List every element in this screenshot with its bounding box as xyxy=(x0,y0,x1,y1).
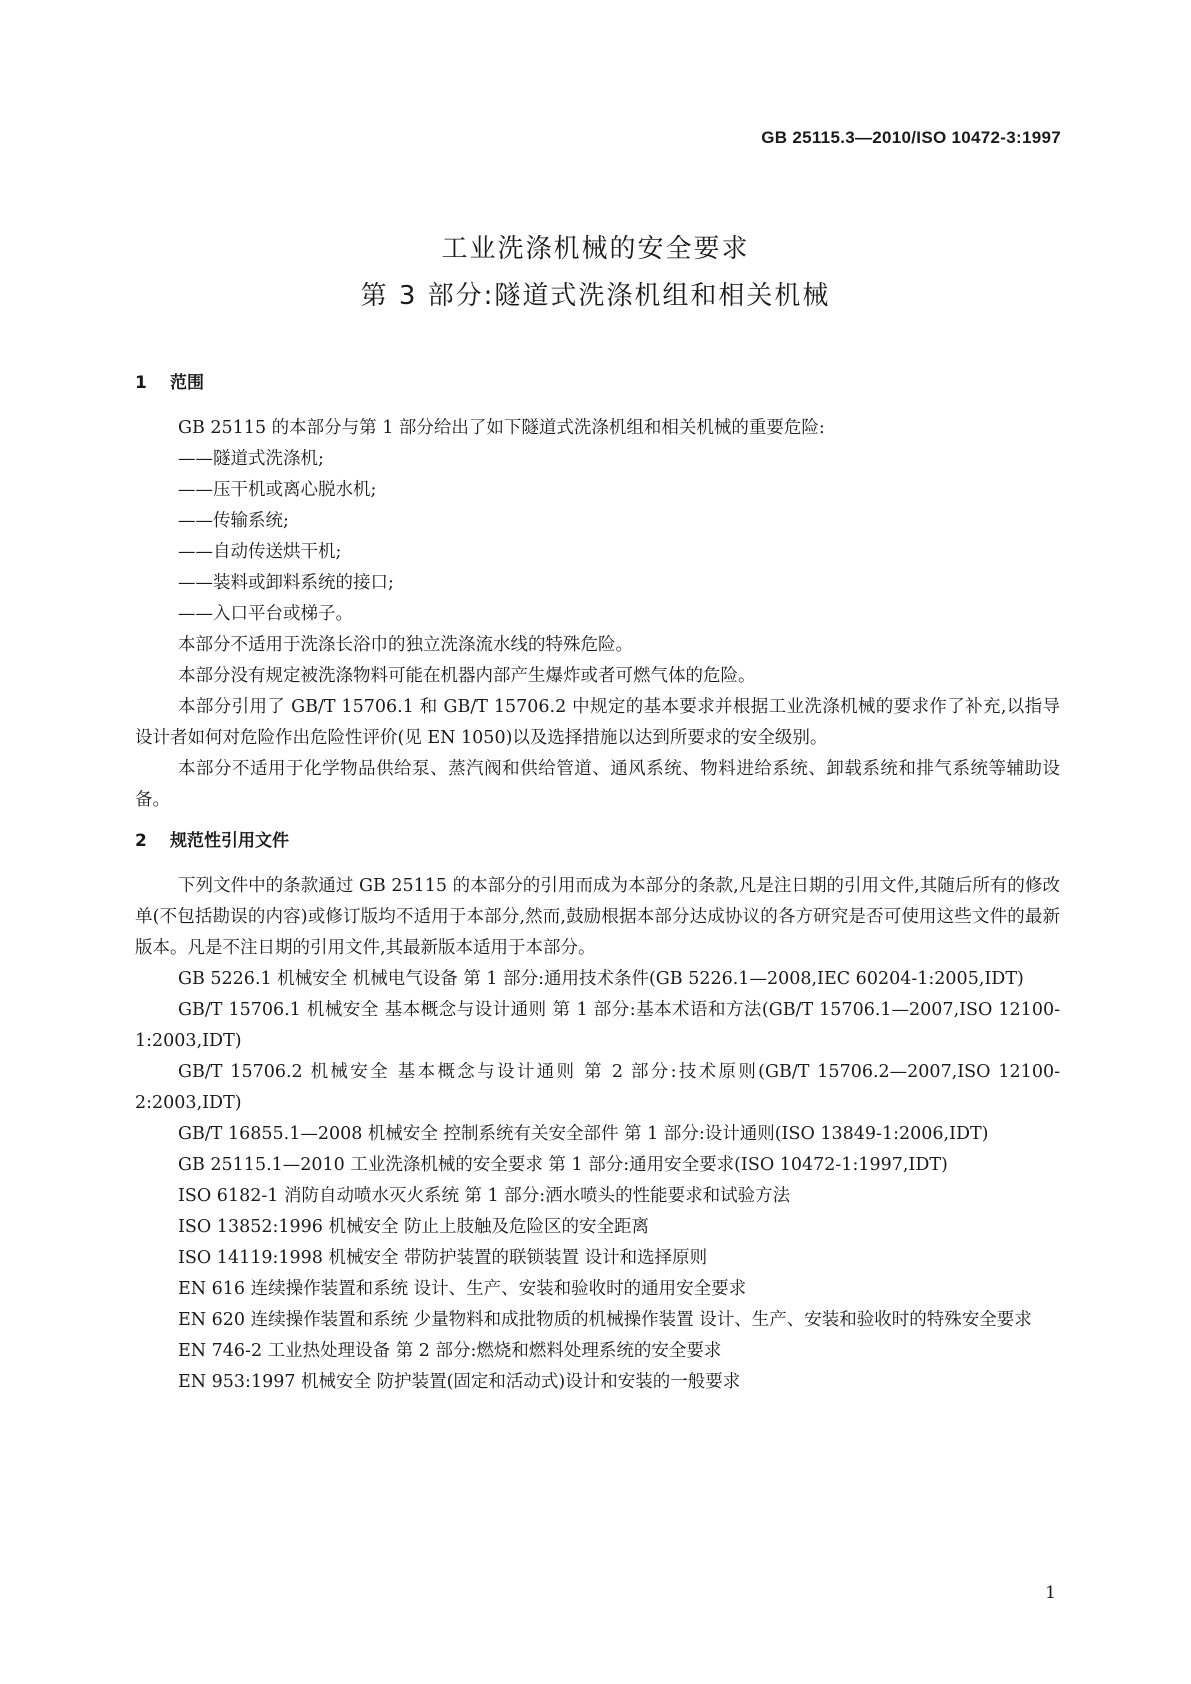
reference-item: GB 25115.1—2010 工业洗涤机械的安全要求 第 1 部分:通用安全要求(ISO 10472-1:1997,IDT) xyxy=(178,1155,948,1175)
list-item: ——传输系统; xyxy=(178,511,289,531)
list-item: ——隧道式洗涤机; xyxy=(178,449,324,469)
reference-item: ISO 14119:1998 机械安全 带防护装置的联锁装置 设计和选择原则 xyxy=(178,1248,708,1268)
list-item: ——装料或卸料系统的接口; xyxy=(178,573,394,593)
paragraph: GB 25115 的本部分与第 1 部分给出了如下隧道式洗涤机组和相关机械的重要危险: xyxy=(178,418,825,438)
paragraph: 下列文件中的条款通过 GB 25115 的本部分的引用而成为本部分的条款,凡是注日期的引用文件,其随后所有的修改单(不包括勘误的内容)或修订版均不适用于本部分,然而,鼓励根据本部分达成协议的各方研究是否可使用这些文件的最新版本。凡是不注日期的引用文件,其最新版本适用于本部分。 xyxy=(135,876,1060,958)
reference-item: GB/T 16855.1—2008 机械安全 控制系统有关安全部件 第 1 部分:设计通则(ISO 13849-1:2006,IDT) xyxy=(178,1124,989,1144)
section-title: 范围 xyxy=(170,373,204,393)
paragraph: 本部分不适用于洗涤长浴巾的独立洗涤流水线的特殊危险。 xyxy=(178,635,633,655)
reference-item: EN 953:1997 机械安全 防护装置(固定和活动式)设计和安装的一般要求 xyxy=(178,1372,741,1392)
section-title: 规范性引用文件 xyxy=(170,831,289,851)
page-number: 1 xyxy=(1045,1583,1056,1603)
section-heading xyxy=(135,826,1060,857)
paragraph: 本部分不适用于化学物品供给泵、蒸汽阀和供给管道、通风系统、物料进给系统、卸载系统和排气系统等辅助设备。 xyxy=(135,759,1060,810)
document-body xyxy=(135,368,1060,1398)
reference-item: EN 620 连续操作装置和系统 少量物料和成批物质的机械操作装置 设计、生产、安装和验收时的特殊安全要求 xyxy=(178,1310,1032,1330)
reference-item: ISO 13852:1996 机械安全 防止上肢触及危险区的安全距离 xyxy=(178,1217,650,1237)
reference-item: ISO 6182-1 消防自动喷水灭火系统 第 1 部分:洒水喷头的性能要求和试验方法 xyxy=(178,1186,791,1206)
title-line-1: 工业洗涤机械的安全要求 xyxy=(441,234,750,264)
section-heading xyxy=(135,368,1060,399)
reference-item: EN 616 连续操作装置和系统 设计、生产、安装和验收时的通用安全要求 xyxy=(178,1279,747,1299)
reference-item: GB 5226.1 机械安全 机械电气设备 第 1 部分:通用技术条件(GB 5226.1—2008,IEC 60204-1:2005,IDT) xyxy=(178,969,1024,989)
document-header: GB 25115.3—2010/ISO 10472-3:1997 xyxy=(761,128,1061,147)
reference-item: GB/T 15706.1 机械安全 基本概念与设计通则 第 1 部分:基本术语和方法(GB/T 15706.1—2007,ISO 12100-1:2003,IDT) xyxy=(135,1000,1060,1051)
section-number: 1 xyxy=(135,373,147,393)
section-number: 2 xyxy=(135,831,147,851)
reference-item: GB/T 15706.2 机械安全 基本概念与设计通则 第 2 部分:技术原则(GB/T 15706.2—2007,ISO 12100-2:2003,IDT) xyxy=(135,1062,1060,1113)
reference-item: EN 746-2 工业热处理设备 第 2 部分:燃烧和燃料处理系统的安全要求 xyxy=(178,1341,722,1361)
list-item: ——自动传送烘干机; xyxy=(178,542,342,562)
paragraph: 本部分没有规定被洗涤物料可能在机器内部产生爆炸或者可燃气体的危险。 xyxy=(178,666,756,686)
list-item: ——入口平台或梯子。 xyxy=(178,604,353,624)
title-line-2: 第 3 部分:隧道式洗涤机组和相关机械 xyxy=(360,281,831,311)
list-item: ——压干机或离心脱水机; xyxy=(178,480,377,500)
paragraph: 本部分引用了 GB/T 15706.1 和 GB/T 15706.2 中规定的基本要求并根据工业洗涤机械的要求作了补充,以指导设计者如何对危险作出危险性评价(见 EN 1050)以及选择措施以达到所要求的安全级别。 xyxy=(135,697,1060,748)
